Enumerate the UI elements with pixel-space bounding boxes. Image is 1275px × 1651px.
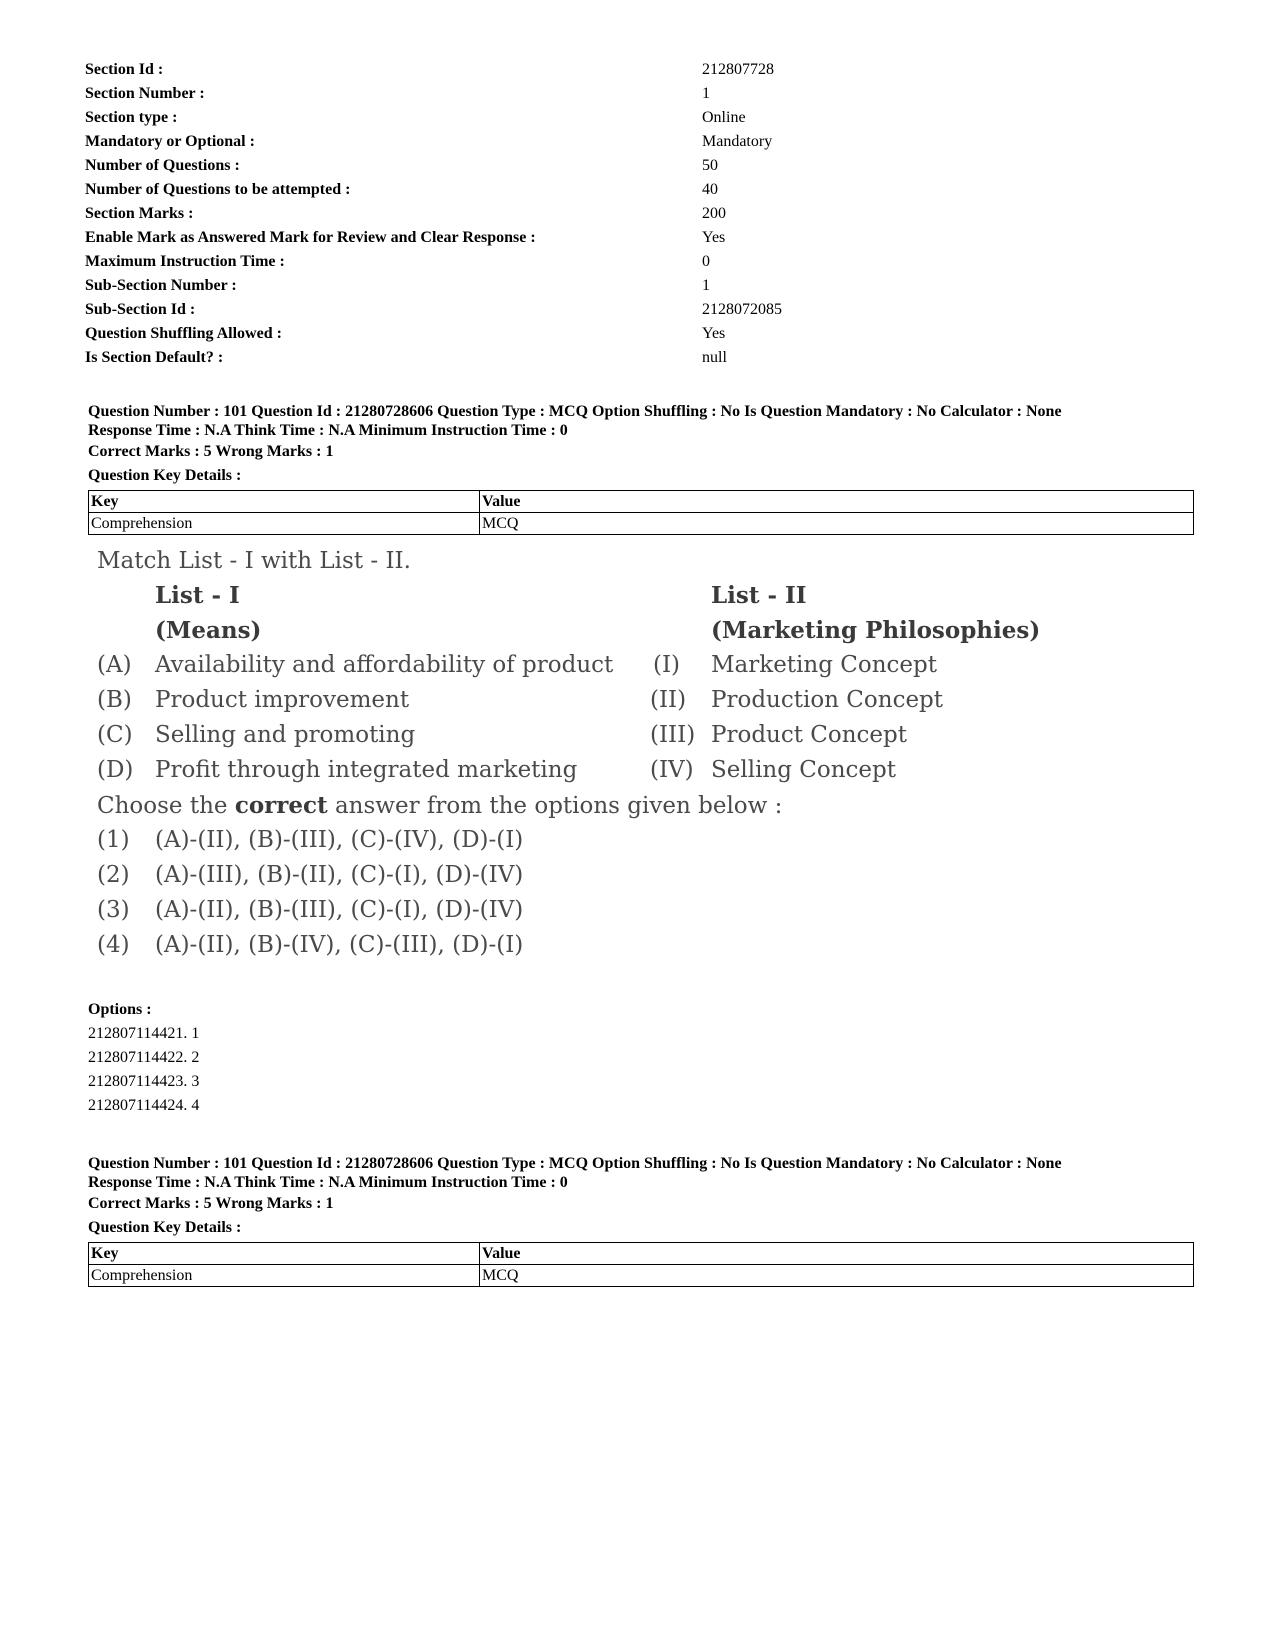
info-row — [85, 322, 845, 346]
table-header-key: Key — [89, 491, 480, 513]
list1-item-label: (D) — [97, 757, 134, 783]
info-row — [85, 178, 845, 202]
table-header-key: Key — [89, 1243, 480, 1265]
option-item: 212807114423. 3 — [88, 1073, 200, 1090]
table-header-value: Value — [480, 1243, 1194, 1265]
info-value: 50 — [702, 157, 718, 174]
list2-title: List - II — [711, 582, 807, 609]
info-row — [85, 202, 845, 226]
question-header — [88, 1154, 1200, 1287]
info-label: Number of Questions to be attempted : — [85, 181, 351, 198]
info-value: Online — [702, 109, 746, 126]
list2-subtitle: (Marketing Philosophies) — [711, 617, 1041, 644]
options-title: Options : — [88, 1001, 152, 1018]
info-label: Sub-Section Number : — [85, 277, 237, 294]
table-cell-key: Comprehension — [89, 513, 480, 535]
answer-text: (A)-(II), (B)-(III), (C)-(IV), (D)-(I) — [155, 827, 524, 853]
table-cell-value: MCQ — [480, 1265, 1194, 1287]
info-value: 40 — [702, 181, 718, 198]
list1-title: List - I — [155, 582, 240, 609]
answer-number: (3) — [97, 897, 130, 923]
table-header-row — [89, 1243, 1194, 1265]
info-value: 2128072085 — [702, 301, 782, 318]
table-header-row — [89, 491, 1194, 513]
info-row — [85, 250, 845, 274]
list2-item-label: (III) — [650, 722, 696, 748]
table-cell-key: Comprehension — [89, 1265, 480, 1287]
answer-text: (A)-(II), (B)-(IV), (C)-(III), (D)-(I) — [155, 932, 524, 958]
info-row — [85, 58, 845, 82]
question-meta-line: Question Number : 101 Question Id : 21280728606 Question Type : MCQ Option Shuffling : No Is Question Mandatory : No Calculator : None — [88, 1155, 1062, 1172]
option-item: 212807114422. 2 — [88, 1049, 200, 1066]
info-label: Section Id : — [85, 61, 164, 78]
info-label: Section type : — [85, 109, 178, 126]
question-meta-line: Question Number : 101 Question Id : 21280728606 Question Type : MCQ Option Shuffling : No Is Question Mandatory : No Calculator : None — [88, 403, 1062, 420]
info-label: Maximum Instruction Time : — [85, 253, 285, 270]
list1-item-text: Profit through integrated marketing — [155, 757, 578, 783]
option-item: 212807114421. 1 — [88, 1025, 200, 1042]
info-value: 200 — [702, 205, 726, 222]
info-label: Section Marks : — [85, 205, 194, 222]
info-value: Yes — [702, 325, 726, 342]
info-value: 1 — [702, 277, 710, 294]
info-value: Mandatory — [702, 133, 773, 150]
list1-item-label: (B) — [97, 687, 132, 713]
info-label: Question Shuffling Allowed : — [85, 325, 282, 342]
info-value: 212807728 — [702, 61, 774, 78]
answer-text: (A)-(II), (B)-(III), (C)-(I), (D)-(IV) — [155, 897, 524, 923]
table-cell-value: MCQ — [480, 513, 1194, 535]
list1-subtitle: (Means) — [155, 617, 262, 644]
question-meta-line: Response Time : N.A Think Time : N.A Minimum Instruction Time : 0 — [88, 422, 568, 439]
table-header-value: Value — [480, 491, 1194, 513]
info-label: Number of Questions : — [85, 157, 240, 174]
info-value: null — [702, 349, 727, 366]
info-row — [85, 346, 845, 370]
answer-text: (A)-(III), (B)-(II), (C)-(I), (D)-(IV) — [155, 862, 524, 888]
info-label: Section Number : — [85, 85, 205, 102]
list2-item-text: Marketing Concept — [711, 652, 937, 678]
info-row — [85, 130, 845, 154]
info-row — [85, 154, 845, 178]
question-key-label: Question Key Details : — [88, 467, 242, 484]
list1-item-label: (C) — [97, 722, 133, 748]
question-intro: Match List - I with List - II. — [97, 548, 411, 574]
info-value: 1 — [702, 85, 710, 102]
table-row — [89, 1265, 1194, 1287]
list2-item-text: Selling Concept — [711, 757, 896, 783]
question-marks: Correct Marks : 5 Wrong Marks : 1 — [88, 1195, 334, 1212]
info-row — [85, 298, 845, 322]
question-header — [88, 402, 1200, 535]
info-row — [85, 106, 845, 130]
answer-number: (4) — [97, 932, 130, 958]
option-item: 212807114424. 4 — [88, 1097, 200, 1114]
question-key-table — [88, 490, 1194, 535]
list2-item-text: Production Concept — [711, 687, 944, 713]
list2-item-label: (IV) — [650, 757, 694, 783]
info-value: Yes — [702, 229, 726, 246]
list1-item-text: Selling and promoting — [155, 722, 416, 748]
info-row — [85, 82, 845, 106]
info-label: Mandatory or Optional : — [85, 133, 255, 150]
answer-number: (2) — [97, 862, 130, 888]
info-label: Enable Mark as Answered Mark for Review and Clear Response : — [85, 229, 536, 246]
info-row — [85, 226, 845, 250]
list1-item-text: Product improvement — [155, 687, 410, 713]
info-label: Is Section Default? : — [85, 349, 224, 366]
choose-bold: correct — [234, 792, 328, 819]
choose-post: answer from the options given below : — [327, 793, 783, 819]
list2-item-label: (II) — [650, 687, 687, 713]
info-value: 0 — [702, 253, 710, 270]
question-meta-line: Response Time : N.A Think Time : N.A Minimum Instruction Time : 0 — [88, 1174, 568, 1191]
answer-number: (1) — [97, 827, 130, 853]
list2-item-label: (I) — [653, 652, 681, 678]
table-row — [89, 513, 1194, 535]
info-label: Sub-Section Id : — [85, 301, 196, 318]
choose-instruction — [97, 792, 782, 819]
choose-pre: Choose the — [97, 793, 235, 819]
section-info — [85, 58, 845, 370]
info-row — [85, 274, 845, 298]
question-marks: Correct Marks : 5 Wrong Marks : 1 — [88, 443, 334, 460]
question-key-table — [88, 1242, 1194, 1287]
options-block — [88, 998, 199, 1118]
list1-item-text: Availability and affordability of product — [155, 652, 614, 678]
list1-item-label: (A) — [97, 652, 132, 678]
question-key-label: Question Key Details : — [88, 1219, 242, 1236]
list2-item-text: Product Concept — [711, 722, 908, 748]
